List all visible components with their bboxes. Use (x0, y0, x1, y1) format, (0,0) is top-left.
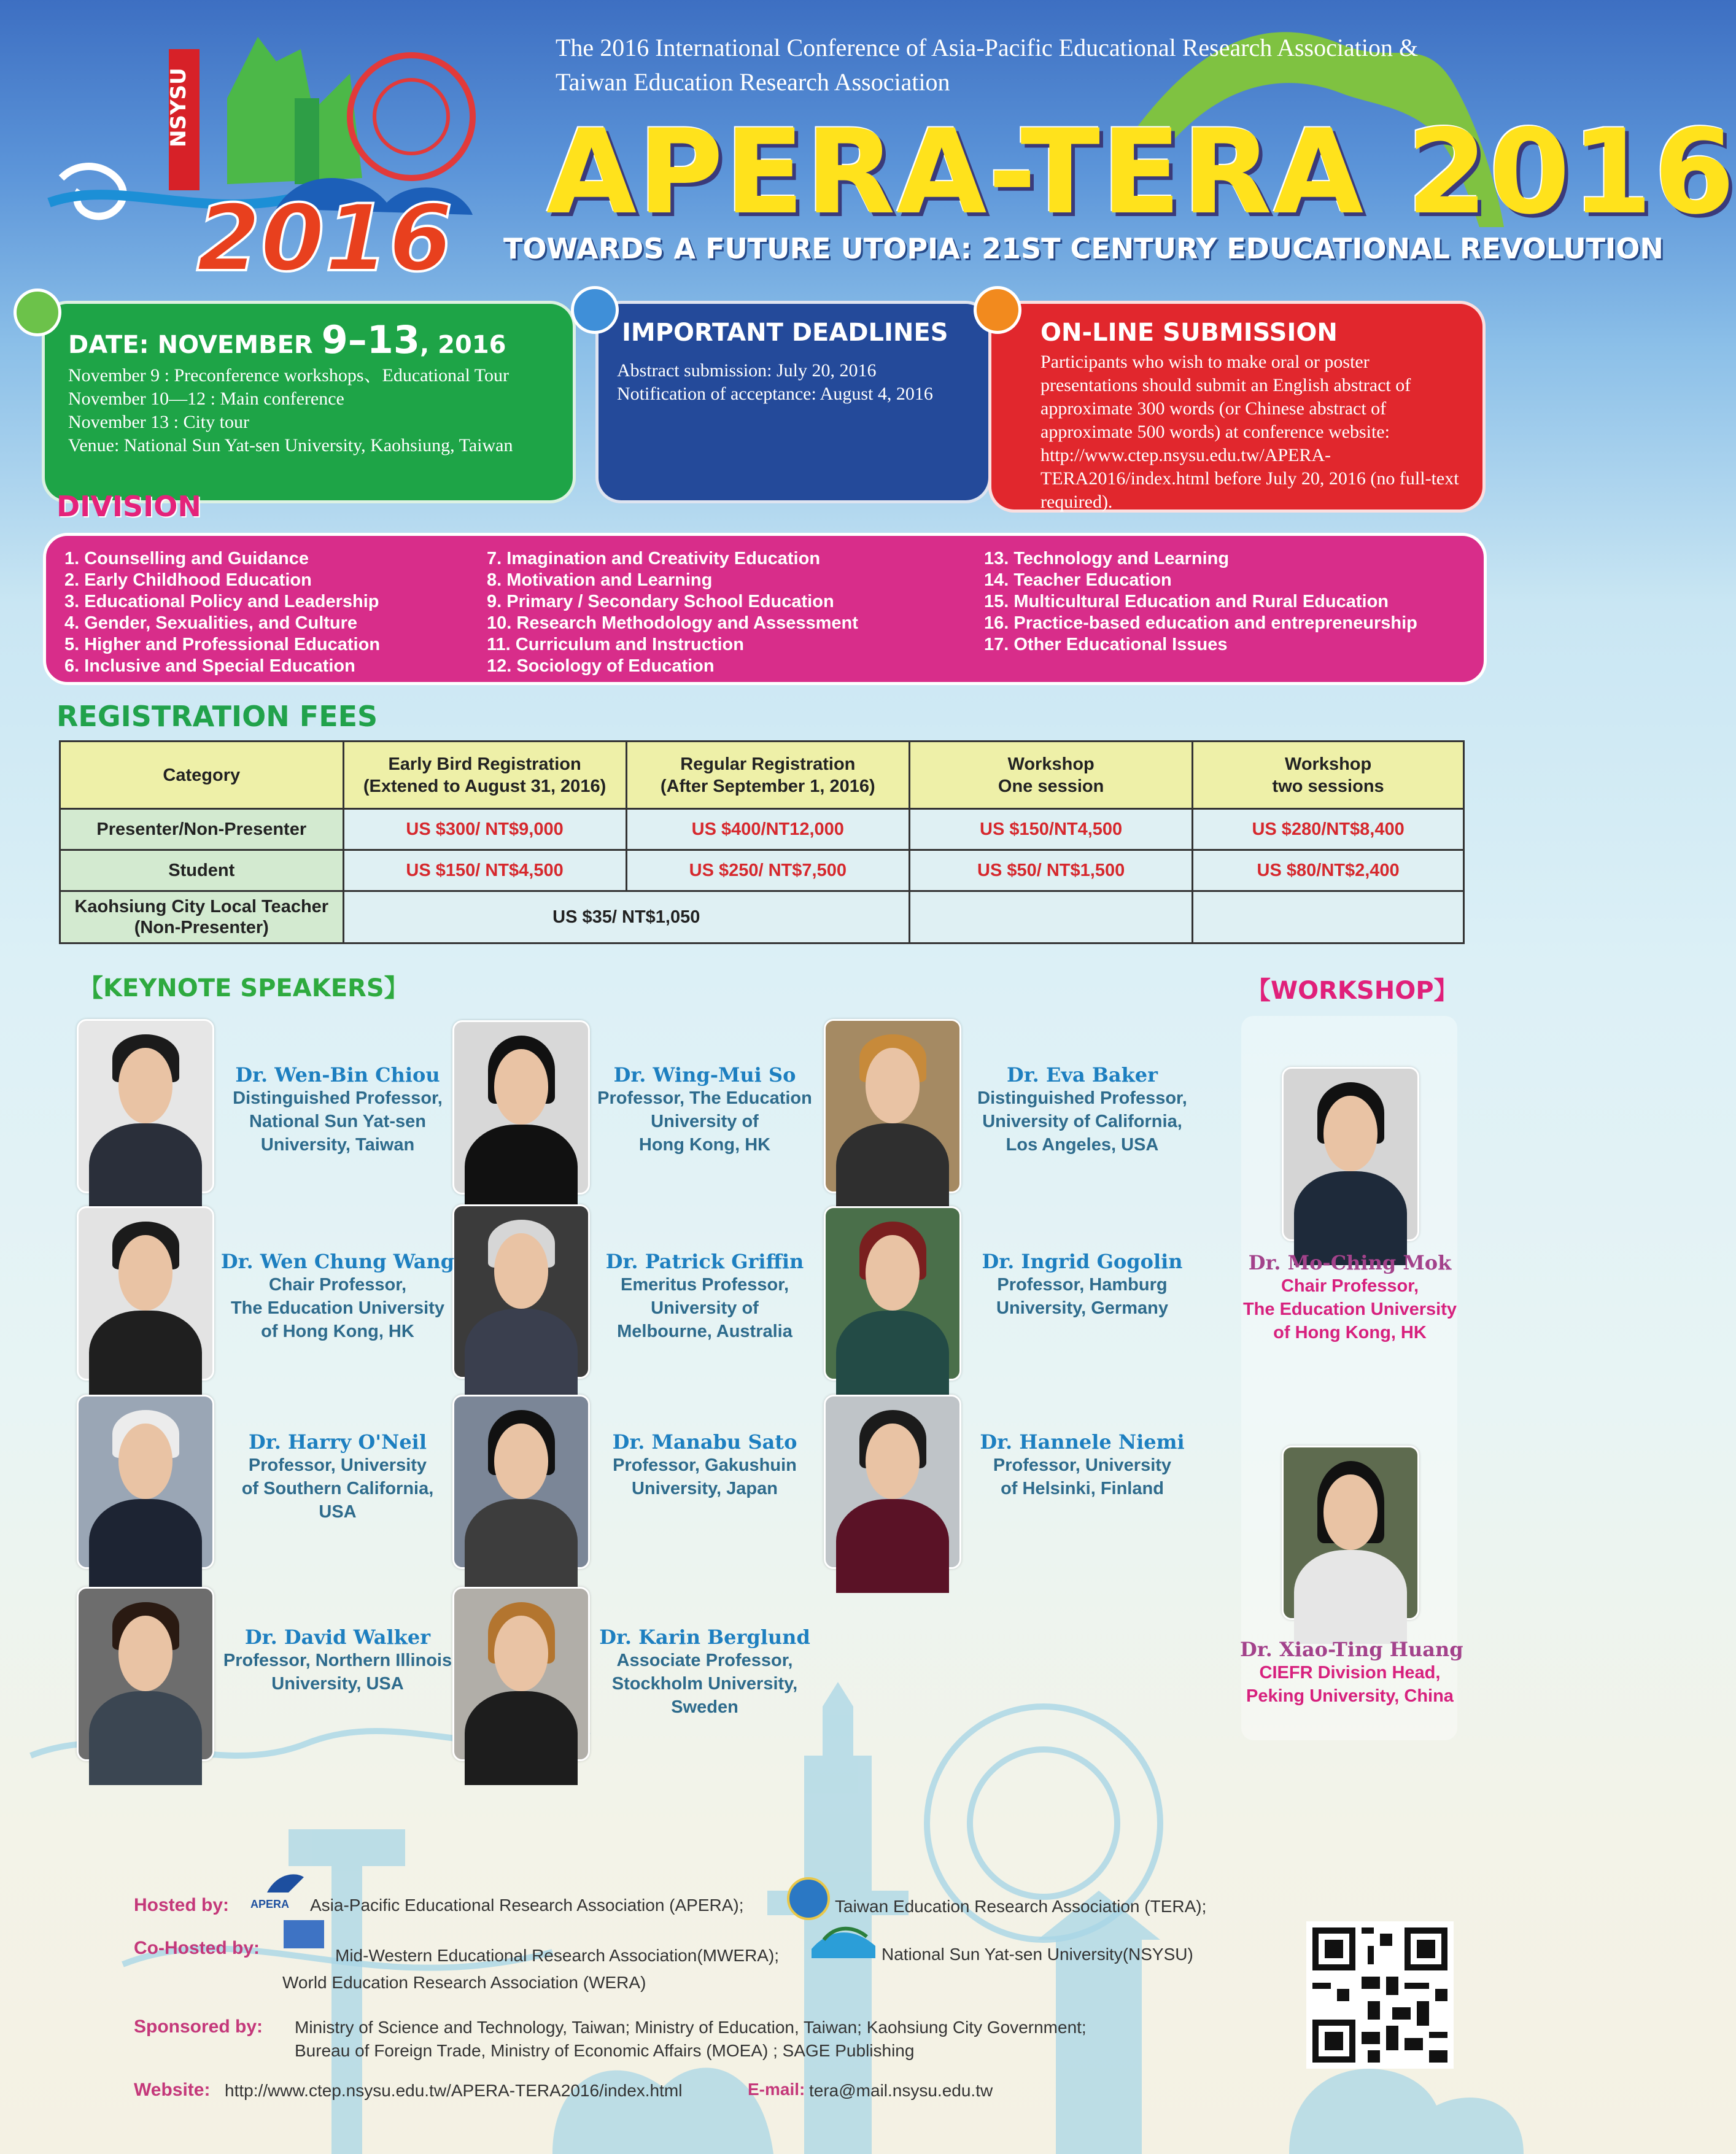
date-line: November 13 : City tour (68, 412, 249, 432)
division-item: 10. Research Methodology and Assessment (487, 613, 858, 633)
table-row (60, 809, 1464, 850)
division-item: 14. Teacher Education (984, 570, 1172, 590)
workshop-speaker-card (1240, 1638, 1463, 1708)
division-item: 6. Inclusive and Special Education (64, 656, 355, 676)
table-header: Workshop One session (910, 742, 1193, 809)
fees-title: REGISTRATION FEES (56, 700, 378, 733)
table-header: Workshop two sessions (1193, 742, 1464, 809)
speaker-affiliation: Distinguished Professor, National Sun Yat-sen University, Taiwan (233, 1088, 443, 1155)
division-column-1 (64, 548, 380, 677)
date-box (42, 301, 576, 503)
table-cell: US $250/ NT$7,500 (626, 850, 909, 891)
speaker-card (969, 1250, 1196, 1320)
table-cell: US $80/NT$2,400 (1193, 850, 1464, 891)
hosted-label: Hosted by: (134, 1895, 230, 1915)
table-cell: US $50/ NT$1,500 (910, 850, 1193, 891)
date-line: November 10—12 : Main conference (68, 389, 344, 409)
division-column-3 (984, 548, 1417, 656)
speaker-affiliation: Chair Professor, The Education University of Hong Kong, HK (1242, 1276, 1457, 1342)
qr-code-icon (1306, 1921, 1454, 2069)
speaker-photo (452, 1204, 590, 1379)
email-link[interactable]: tera@mail.nsysu.edu.tw (809, 2081, 993, 2100)
sponsored-line: Ministry of Science and Technology, Taiwan; Ministry of Education, Taiwan; Kaohsiung City Government; (295, 2018, 1087, 2037)
online-text: Participants who wish to make oral or poster presentations should submit an English abstract of approximate 300 words (or Chinese abstract of approximate 500 words) at conference website: http://www.ctep.nsysu.edu.tw/APERA-TERA2016/index.html before July 20, 2016 (no full-text required). (1040, 352, 1459, 512)
speaker-photo (824, 1206, 961, 1381)
mwera-logo-icon (284, 1920, 324, 1948)
speaker-affiliation: Professor, Hamburg University, Germany (996, 1275, 1168, 1318)
speaker-affiliation: Chair Professor, The Education University of Hong Kong, HK (230, 1275, 445, 1341)
division-item: 12. Sociology of Education (487, 656, 715, 676)
division-item: 16. Practice-based education and entrepreneurship (984, 613, 1417, 633)
date-title-suffix: , 2016 (420, 331, 506, 359)
nsysu-logo-icon (812, 1921, 875, 1958)
online-title: ON-LINE SUBMISSION (1040, 319, 1338, 347)
speaker-affiliation: Professor, Northern Illinois University, USA (223, 1651, 452, 1694)
division-item: 11. Curriculum and Instruction (487, 635, 744, 654)
division-item: 4. Gender, Sexualities, and Culture (64, 613, 358, 633)
workshop-speaker-card (1240, 1251, 1460, 1344)
speaker-affiliation: Emeritus Professor, University of Melbourne, Australia (617, 1275, 792, 1341)
speaker-card (215, 1625, 460, 1695)
speaker-name: Dr. Xiao-Ting Huang (1240, 1638, 1463, 1661)
speaker-affiliation: Associate Professor, Stockholm University, Sweden (611, 1651, 798, 1717)
date-line: Venue: National Sun Yat-sen University, Kaohsiung, Taiwan (68, 435, 513, 455)
division-item: 7. Imagination and Creativity Education (487, 549, 821, 568)
keynote-speakers-title: 【KEYNOTE SPEAKERS】 (79, 974, 409, 1002)
speaker-affiliation: Professor, University of Helsinki, Finland (993, 1455, 1172, 1498)
division-item: 1. Counselling and Guidance (64, 549, 309, 568)
speaker-photo (77, 1019, 214, 1193)
cohosted-wera: World Education Research Association (WERA) (282, 1973, 646, 1992)
speaker-card (594, 1063, 815, 1156)
division-item: 8. Motivation and Learning (487, 570, 713, 590)
table-header: Regular Registration (After September 1, 2016) (626, 742, 909, 809)
date-title-prefix: DATE: NOVEMBER (68, 331, 322, 359)
workshop-title: 【WORKSHOP】 (1246, 977, 1459, 1005)
division-column-2 (487, 548, 858, 677)
speaker-photo (452, 1395, 590, 1569)
speaker-photo (824, 1019, 961, 1193)
speaker-card (221, 1063, 454, 1156)
tera-logo-icon (787, 1877, 830, 1920)
online-submission-box (988, 301, 1486, 513)
speaker-name: Dr. Eva Baker (1007, 1063, 1158, 1087)
apera-logo-text: APERA (250, 1898, 290, 1910)
speaker-affiliation: CIEFR Division Head, Peking University, China (1246, 1663, 1454, 1706)
date-line: November 9 : Preconference workshops、Educational Tour (68, 365, 509, 385)
speaker-name: Dr. Mo-Ching Mok (1248, 1251, 1452, 1274)
speaker-name: Dr. Hannele Niemi (980, 1430, 1185, 1454)
nsysu-logo (43, 25, 510, 292)
division-item: 15. Multicultural Education and Rural Education (984, 592, 1389, 611)
speaker-photo (452, 1587, 590, 1761)
subtitle: TOWARDS A FUTURE UTOPIA: 21ST CENTURY EDUCATIONAL REVOLUTION (503, 232, 1664, 265)
sponsored-line: Bureau of Foreign Trade, Ministry of Economic Affairs (MOEA) ; SAGE Publishing (295, 2041, 915, 2060)
cohosted-label: Co-Hosted by: (134, 1938, 260, 1958)
table-row (60, 891, 1464, 943)
division-item: 5. Higher and Professional Education (64, 635, 381, 654)
speaker-card (969, 1430, 1196, 1500)
speaker-card (594, 1625, 815, 1719)
speaker-affiliation: Distinguished Professor, University of California, Los Angeles, USA (977, 1088, 1187, 1155)
speaker-photo (1282, 1446, 1419, 1620)
speaker-card (594, 1430, 815, 1500)
speaker-photo (1282, 1067, 1419, 1241)
email-label: E-mail: (748, 2080, 805, 2099)
fees-table (59, 740, 1465, 944)
fees-header-row (60, 742, 1464, 809)
speaker-affiliation: Professor, University of Southern California, USA (241, 1455, 434, 1522)
speaker-card (221, 1430, 454, 1524)
deadline-line: Notification of acceptance: August 4, 2016 (617, 384, 933, 404)
division-box (43, 533, 1487, 685)
date-title-days: 9–13 (321, 317, 420, 362)
division-item: 9. Primary / Secondary School Education (487, 592, 834, 611)
table-cell (910, 891, 1193, 943)
table-row (60, 850, 1464, 891)
deadlines-box (595, 301, 991, 503)
speaker-photo (77, 1206, 214, 1381)
hosted-tera: Taiwan Education Research Association (TERA); (835, 1897, 1207, 1916)
table-cell: US $150/ NT$4,500 (343, 850, 626, 891)
division-item: 17. Other Educational Issues (984, 635, 1228, 654)
bird-icon (571, 286, 619, 334)
website-label: Website: (134, 2080, 211, 2100)
table-cell: Presenter/Non-Presenter (60, 809, 344, 850)
website-link[interactable]: http://www.ctep.nsysu.edu.tw/APERA-TERA2016/index.html (225, 2081, 683, 2100)
speaker-name: Dr. Manabu Sato (612, 1430, 797, 1454)
speaker-affiliation: Professor, The Education University of Hong Kong, HK (597, 1088, 812, 1155)
speaker-card (969, 1063, 1196, 1156)
cohosted-nsysu: National Sun Yat-sen University(NSYSU) (882, 1945, 1193, 1964)
speaker-name: Dr. Wen-Bin Chiou (235, 1063, 440, 1087)
table-cell: US $400/NT12,000 (626, 809, 909, 850)
date-title (68, 317, 506, 362)
speaker-photo (77, 1587, 214, 1761)
speaker-name: Dr. Wen Chung Wang (220, 1250, 455, 1273)
apera-logo-icon (264, 1871, 307, 1896)
main-title: APERA-TERA 2016 (546, 104, 1736, 240)
logo-sign-text: NSYSU (166, 68, 191, 147)
speaker-card (594, 1250, 815, 1343)
table-header: Early Bird Registration (Extened to August 31, 2016) (343, 742, 626, 809)
speaker-affiliation: Professor, Gakushuin University, Japan (613, 1455, 797, 1498)
table-cell: Student (60, 850, 344, 891)
table-header: Category (60, 742, 344, 809)
logo-year-text: 2016 (196, 185, 453, 292)
deadline-line: Abstract submission: July 20, 2016 (617, 360, 877, 381)
speaker-card (215, 1250, 460, 1343)
conference-line: The 2016 International Conference of Asia-Pacific Educational Research Association & Taiwan Education Research Association (556, 34, 1419, 96)
division-item: 3. Educational Policy and Leadership (64, 592, 379, 611)
table-cell (1193, 891, 1464, 943)
speaker-name: Dr. Karin Berglund (599, 1625, 810, 1649)
speaker-photo (824, 1395, 961, 1569)
speaker-name: Dr. David Walker (244, 1625, 431, 1649)
sponsored-label: Sponsored by: (134, 2016, 263, 2037)
table-cell: US $280/NT$8,400 (1193, 809, 1464, 850)
deadlines-title: IMPORTANT DEADLINES (622, 319, 948, 347)
butterfly-icon (974, 286, 1021, 334)
speaker-photo (452, 1020, 590, 1195)
butterfly-icon (14, 289, 61, 336)
division-title: DIVISION (56, 490, 201, 523)
table-cell: Kaohsiung City Local Teacher (Non-Presenter) (60, 891, 344, 943)
table-cell: US $300/ NT$9,000 (343, 809, 626, 850)
speaker-name: Dr. Patrick Griffin (605, 1250, 804, 1273)
speaker-name: Dr. Wing-Mui So (613, 1063, 796, 1087)
division-item: 2. Early Childhood Education (64, 570, 312, 590)
speaker-photo (77, 1395, 214, 1569)
table-cell: US $150/NT4,500 (910, 809, 1193, 850)
cohosted-mwera: Mid-Western Educational Research Association(MWERA); (335, 1946, 780, 1965)
hosted-apera: Asia-Pacific Educational Research Association (APERA); (310, 1896, 744, 1915)
division-item: 13. Technology and Learning (984, 549, 1230, 568)
speaker-name: Dr. Ingrid Gogolin (982, 1250, 1183, 1273)
table-cell: US $35/ NT$1,050 (343, 891, 909, 943)
speaker-name: Dr. Harry O'Neil (249, 1430, 427, 1454)
